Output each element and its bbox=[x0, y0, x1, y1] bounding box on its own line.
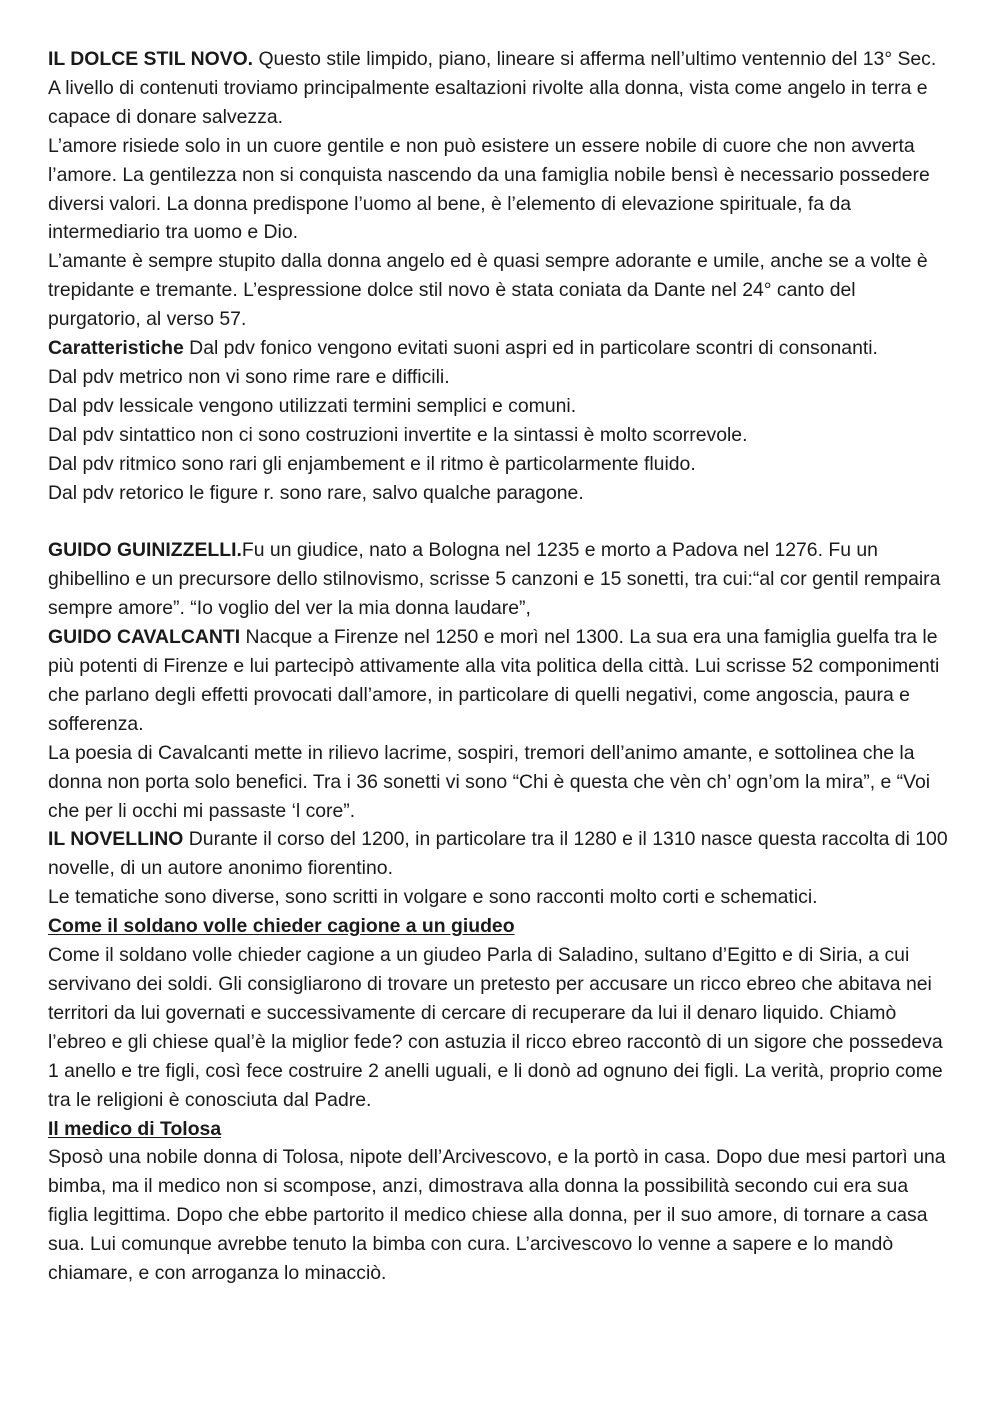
dolce-stil-novo-heading: IL DOLCE STIL NOVO. bbox=[48, 48, 254, 70]
pdv-sintattico: Dal pdv sintattico non ci sono costruzioni invertite e la sintassi è molto scorrevole. bbox=[48, 423, 748, 446]
novellino-paragraph bbox=[48, 825, 952, 883]
dolce-stil-novo-intro-text: Questo stile limpido, piano, lineare si afferma nell’ultimo ventennio del 13° Sec. A livello di contenuti troviamo principalmente esaltazioni rivolte alla donna, vista come angelo in terra e capace di donare salvezza. bbox=[48, 48, 937, 128]
dolce-stil-novo-intro bbox=[48, 45, 952, 132]
pdv-metrico: Dal pdv metrico non vi sono rime rare e difficili. bbox=[48, 365, 450, 388]
novellino-paragraph-2: Le tematiche sono diverse, sono scritti in volgare e sono racconti molto corti e schematici. bbox=[48, 886, 818, 909]
cavalcanti-paragraph-2: La poesia di Cavalcanti mette in rilievo lacrime, sospiri, tremori dell’animo amante, e sottolinea che la donna non porta solo benefici. Tra i 36 sonetti vi sono “Chi è questa che vèn ch’ ogn’om la mira”, e “Voi che per li occhi mi passaste ‘l core”. bbox=[48, 741, 931, 822]
caratteristiche-paragraph bbox=[48, 334, 952, 363]
dolce-stil-novo-paragraph-3: L’amante è sempre stupito dalla donna angelo ed è quasi sempre adorante e umile, anche se a volte è trepidante e tremante. L’espressione dolce stil novo è stata coniata da Dante nel 24° canto del purgatorio, al verso 57. bbox=[48, 250, 928, 331]
soldano-title: Come il soldano volle chieder cagione a un giudeo bbox=[48, 915, 515, 938]
soldano-text: Come il soldano volle chieder cagione a un giudeo Parla di Saladino, sultano d’Egitto e di Siria, a cui servivano dei soldi. Gli consigliarono di trovare un pretesto per accusare un ricco ebreo che abitava nei territori da lui governati e successivamente di cercare di recuperare da lui il denaro liquido. Chiamò l’ebreo e gli chiese qual’è la miglior fede? con astuzia il ricco ebreo raccontò di un sigore che possedeva 1 anello e tre figli, così fece costruire 2 anelli uguali, e li donò ad ognuno dei figli. La verità, proprio come tra le religioni è conosciuta dal Padre. bbox=[48, 944, 943, 1111]
cavalcanti-heading: GUIDO CAVALCANTI bbox=[48, 626, 241, 649]
novellino-heading: IL NOVELLINO bbox=[48, 828, 184, 851]
dolce-stil-novo-paragraph-2: L’amore risiede solo in un cuore gentile e non può esistere un essere nobile di cuore che non avverta l’amore. La gentilezza non si conquista nascendo da una famiglia nobile bensì è necessario possedere diversi valori. La donna predispone l’uomo al bene, è l’elemento di elevazione spirituale, fa da intermediario tra uomo e Dio. bbox=[48, 134, 930, 244]
novellino-text: Durante il corso del 1200, in particolare tra il 1280 e il 1310 nasce questa raccolta di 100 novelle, di un autore anonimo fiorentino. bbox=[48, 828, 948, 880]
cavalcanti-paragraph bbox=[48, 623, 952, 739]
pdv-retorico: Dal pdv retorico le figure r. sono rare, salvo qualche paragone. bbox=[48, 481, 584, 504]
medico-text: Sposò una nobile donna di Tolosa, nipote dell’Arcivescovo, e la portò in casa. Dopo due mesi partorì una bimba, ma il medico non si scompose, anzi, dimostrava alla donna la possibilità secondo cui era sua figlia legittima. Dopo che ebbe partorito il medico chiese alla donna, per il suo amore, di tornare a casa sua. Lui comunque avrebbe tenuto la bimba con cura. L’arcivescovo lo venne a sapere e lo mandò chiamare, e con arroganza lo minacciò. bbox=[48, 1146, 946, 1285]
guinizzelli-heading: GUIDO GUINIZZELLI. bbox=[48, 539, 242, 562]
cavalcanti-text: Nacque a Firenze nel 1250 e morì nel 1300. La sua era una famiglia guelfa tra le più potenti di Firenze e lui partecipò attivamente alla vita politica della città. Lui scrisse 52 componimenti che parlano degli effetti provocati dall’amore, in particolare di quelli negativi, come angoscia, paura e sofferenza. bbox=[48, 626, 940, 735]
medico-title: Il medico di Tolosa bbox=[48, 1117, 222, 1140]
guinizzelli-text: Fu un giudice, nato a Bologna nel 1235 e morto a Padova nel 1276. Fu un ghibellino e un precursore dello stilnovismo, scrisse 5 canzoni e 15 sonetti, tra cui:“al cor gentil rempaira sempre amore”. “Io voglio del ver la mia donna laudare”, bbox=[48, 539, 941, 620]
guinizzelli-paragraph bbox=[48, 536, 952, 623]
pdv-lessicale: Dal pdv lessicale vengono utilizzati termini semplici e comuni. bbox=[48, 394, 577, 417]
caratteristiche-heading: Caratteristiche bbox=[48, 337, 184, 360]
caratteristiche-text: Dal pdv fonico vengono evitati suoni aspri ed in particolare scontri di consonanti. bbox=[183, 337, 878, 360]
blank-line bbox=[48, 508, 952, 537]
pdv-ritmico: Dal pdv ritmico sono rari gli enjambement e il ritmo è particolarmente fluido. bbox=[48, 452, 696, 475]
